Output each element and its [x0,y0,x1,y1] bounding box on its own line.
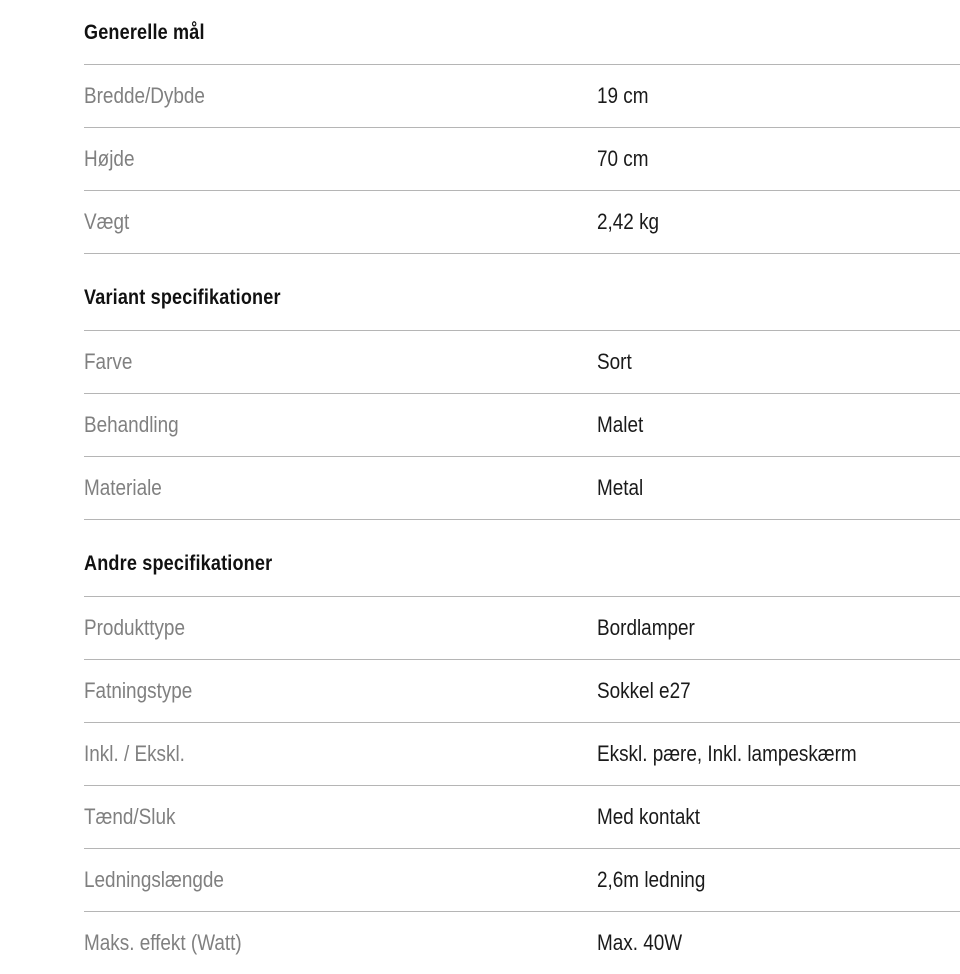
spec-label: Fatningstype [84,678,193,703]
spec-row-height [84,128,960,191]
spec-value: 70 cm [597,146,649,171]
spec-value: Sokkel e27 [597,678,691,703]
spec-row-product-type [84,597,960,660]
spec-label: Bredde/Dybde [84,83,205,108]
spec-value: Sort [597,349,632,374]
spec-label: Maks. effekt (Watt) [84,930,242,955]
spec-value: Bordlamper [597,615,695,640]
spec-row-socket-type [84,660,960,723]
spec-row-max-wattage [84,912,960,974]
section-general-dimensions [84,0,960,254]
spec-label: Farve [84,349,133,374]
section-other-specifications [84,520,960,974]
section-title: Generelle mål [84,0,960,65]
spec-label: Inkl. / Ekskl. [84,741,185,766]
spec-value: 19 cm [597,83,649,108]
spec-label: Ledningslængde [84,867,224,892]
spec-row-color [84,331,960,394]
spec-label: Materiale [84,475,162,500]
spec-value: 2,42 kg [597,209,660,234]
spec-row-material [84,457,960,520]
spec-label: Behandling [84,412,179,437]
section-title: Andre specifikationer [84,520,960,597]
spec-row-switch [84,786,960,849]
section-title: Variant specifikationer [84,254,960,331]
spec-row-cord-length [84,849,960,912]
spec-row-width-depth [84,65,960,128]
spec-label: Vægt [84,209,130,234]
spec-value: Max. 40W [597,930,683,955]
spec-row-included-excluded [84,723,960,786]
product-specifications [84,0,960,974]
spec-row-finish [84,394,960,457]
spec-value: 2,6m ledning [597,867,706,892]
spec-label: Produkttype [84,615,185,640]
spec-value: Med kontakt [597,804,701,829]
section-variant-specifications [84,254,960,520]
spec-value: Metal [597,475,644,500]
spec-value: Ekskl. pære, Inkl. lampeskærm [597,741,857,766]
spec-label: Højde [84,146,135,171]
spec-label: Tænd/Sluk [84,804,176,829]
spec-row-weight [84,191,960,254]
spec-value: Malet [597,412,644,437]
